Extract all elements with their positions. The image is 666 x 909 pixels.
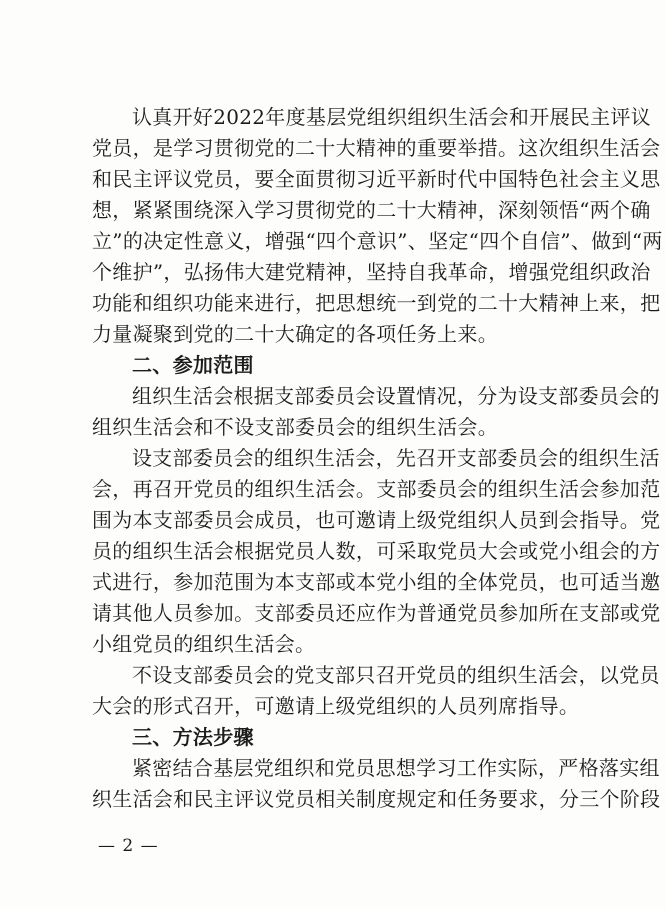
text-line: 员的组织生活会根据党员人数，可采取党员大会或党小组会的方 [92, 539, 661, 563]
text-line: 党员，是学习贯彻党的二十大精神的重要举措。这次组织生活会 [92, 136, 661, 160]
paragraph-first-line: 不设支部委员会的党支部只召开党员的组织生活会，以党员 [132, 663, 660, 687]
paragraph-first-line: 设支部委员会的组织生活会，先召开支部委员会的组织生活 [132, 446, 660, 470]
section-heading: 三、方法步骤 [132, 725, 254, 749]
paragraph-first-line: 紧密结合基层党组织和党员思想学习工作实际，严格落实组 [132, 756, 660, 780]
paragraph-last-line: 大会的形式召开，可邀请上级党组织的人员列席指导。 [92, 694, 580, 718]
text-line: 织生活会和民主评议党员相关制度规定和任务要求，分三个阶段 [92, 787, 661, 811]
paragraph-last-line: 小组党员的组织生活会。 [92, 632, 316, 656]
document-body [92, 102, 663, 815]
text-line: 个维护”，弘扬伟大建党精神，坚持自我革命，增强党组织政治 [92, 260, 651, 284]
text-line: 式进行，参加范围为本支部或本党小组的全体党员，也可适当邀 [92, 570, 661, 594]
text-line: 和民主评议党员，要全面贯彻习近平新时代中国特色社会主义思 [92, 167, 661, 191]
text-line: 请其他人员参加。支部委员还应作为普通党员参加所在支部或党 [92, 601, 661, 625]
paragraph-last-line: 力量凝聚到党的二十大确定的各项任务上来。 [92, 322, 498, 346]
paragraph-first-line: 认真开好2022年度基层党组织组织生活会和开展民主评议 [132, 105, 651, 129]
section-heading: 二、参加范围 [132, 353, 254, 377]
text-line: 立”的决定性意义，增强“四个意识”、坚定“四个自信”、做到“两 [92, 229, 663, 253]
paragraph-first-line: 组织生活会根据支部委员会设置情况，分为设支部委员会的 [132, 384, 660, 408]
text-line: 围为本支部委员会成员，也可邀请上级党组织人员到会指导。党 [92, 508, 661, 532]
text-line: 想，紧紧围绕深入学习贯彻党的二十大精神，深刻领悟“两个确 [92, 198, 651, 222]
page-number: — 2 — [98, 836, 159, 856]
paragraph-last-line: 组织生活会和不设支部委员会的组织生活会。 [92, 415, 498, 439]
text-line: 会，再召开党员的组织生活会。支部委员会的组织生活会参加范 [92, 477, 661, 501]
text-line: 功能和组织功能来进行，把思想统一到党的二十大精神上来，把 [92, 291, 661, 315]
